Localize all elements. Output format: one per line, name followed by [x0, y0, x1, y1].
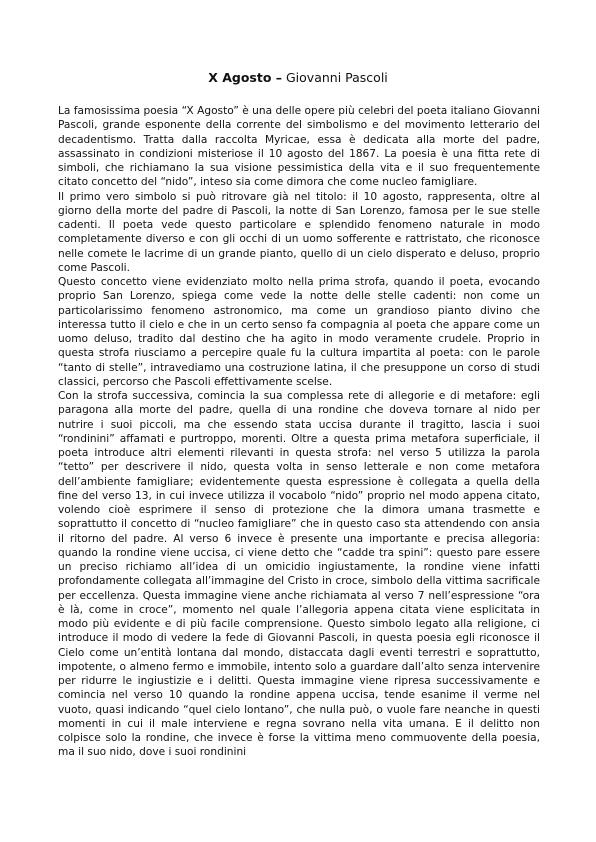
title-author: Giovanni Pascoli: [286, 70, 388, 85]
paragraph-1: La famosissima poesia “X Agosto” è una delle opere più celebri del poeta italiano Giovanni Pascoli, grande esponente della corrente del simbolismo e del movimento letterario del decadentismo. Tratta dalla raccolta Myricae, essa è dedicata alla morte del padre, assassinato in condizioni misteriose il 10 agosto del 1867. La poesia è una fitta rete di simboli, che richiamano la sua visione pessimistica della vita e il suo frequentemente citato concetto del “nido”, inteso sia come dimora che come nucleo famigliare.: [58, 105, 540, 189]
document-body: [58, 104, 540, 760]
paragraph-4: Con la strofa successiva, comincia la sua complessa rete di allegorie e di metafore: egli paragona alla morte del padre, quella di una rondine che doveva tornare al nido per nutrire i suoi piccoli, ma che essendo stata uccisa durante il tragitto, lascia i suoi “rondinini” affamati e purtroppo, morenti. Oltre a questa prima metafora superficiale, il poeta introduce altri elementi rilevanti in questa strofa: nel verso 5 utilizza la parola “tetto” per descrivere il nido, questa volta in senso letterale e non come metafora dell’ambiente famigliare; evidentemente questa espressione è collegata a quella della fine del verso 13, in cui invece utilizza il vocabolo “nido” proprio nel modo appena citato, volendo cioè esprimere il senso di protezione che la dimora umana trasmette e soprattutto il concetto di “nucleo famigliare” che in questo caso sta attendendo con ansia il ritorno del padre. Al verso 6 invece è presente una importante e precisa allegoria: quando la rondine viene uccisa, ci viene detto che “cadde tra spini”: questo pare essere un preciso richiamo all’idea di un omicidio ingiustamente, la rondine viene infatti profondamente collegata all’immagine del Cristo in croce, simbolo della vittima sacrificale per eccellenza. Questa immagine viene anche richiamata al verso 7 nell’espressione “ora è là, come in croce”, momento nel quale l’allegoria appena citata viene esplicitata in modo più evidente e di più facile comprensione. Questo simbolo legato alla religione, ci introduce il modo di vedere la fede di Giovanni Pascoli, in questa poesia egli riconosce il Cielo come un’entità lontana dal mondo, distaccata dagli eventi terrestri e soprattutto, impotente, o almeno fermo e immobile, intento solo a guardare dall’alto senza intervenire per ridurre le ingiustizie e i delitti. Questa immagine viene ripresa successivamente e comincia nel verso 10 quando la rondine appena uccisa, tende esanime il verme nel vuoto, quasi indicando “quel cielo lontano”, che nulla può, o vuole fare neanche in questi momenti in cui il male interviene e regna sovrano nella vita umana. E il delitto non colpisce solo la rondine, che invece è forse la vittima meno commuovente della poesia, ma il suo nido, dove i suoi rondinini: [58, 390, 540, 759]
paragraph-3: Questo concetto viene evidenziato molto nella prima strofa, quando il poeta, evocando proprio San Lorenzo, spiega come vede la notte delle stelle cadenti: non come un particolarissimo fenomeno astronomico, ma come un grandioso pianto divino che interessa tutto il cielo e che in un certo senso fa compagnia al poeta che appare come un uomo deluso, tradito dal destino che ha agito in modo veramente crudele. Proprio in questa strofa riusciamo a percepire quale fu la cultura impartita al poeta: con le parole “tanto di stelle”, intravediamo una costruzione latina, il che presuppone un corso di studi classici, percorso che Pascoli effettivamente scelse.: [58, 276, 540, 388]
paragraph-2: Il primo vero simbolo si può ritrovare già nel titolo: il 10 agosto, rappresenta, oltre al giorno della morte del padre di Pascoli, la notte di San Lorenzo, famosa per le sue stelle cadenti. Il poeta vede questo particolare e splendido fenomeno naturale in modo completamente diverso e con gli occhi di un uomo sofferente e rattristato, che riconosce nelle comete le lacrime di un grande pianto, quello di un cielo disperato e deluso, proprio come Pascoli.: [58, 190, 540, 274]
title-bold: X Agosto –: [208, 70, 283, 85]
document-title: [0, 70, 596, 86]
